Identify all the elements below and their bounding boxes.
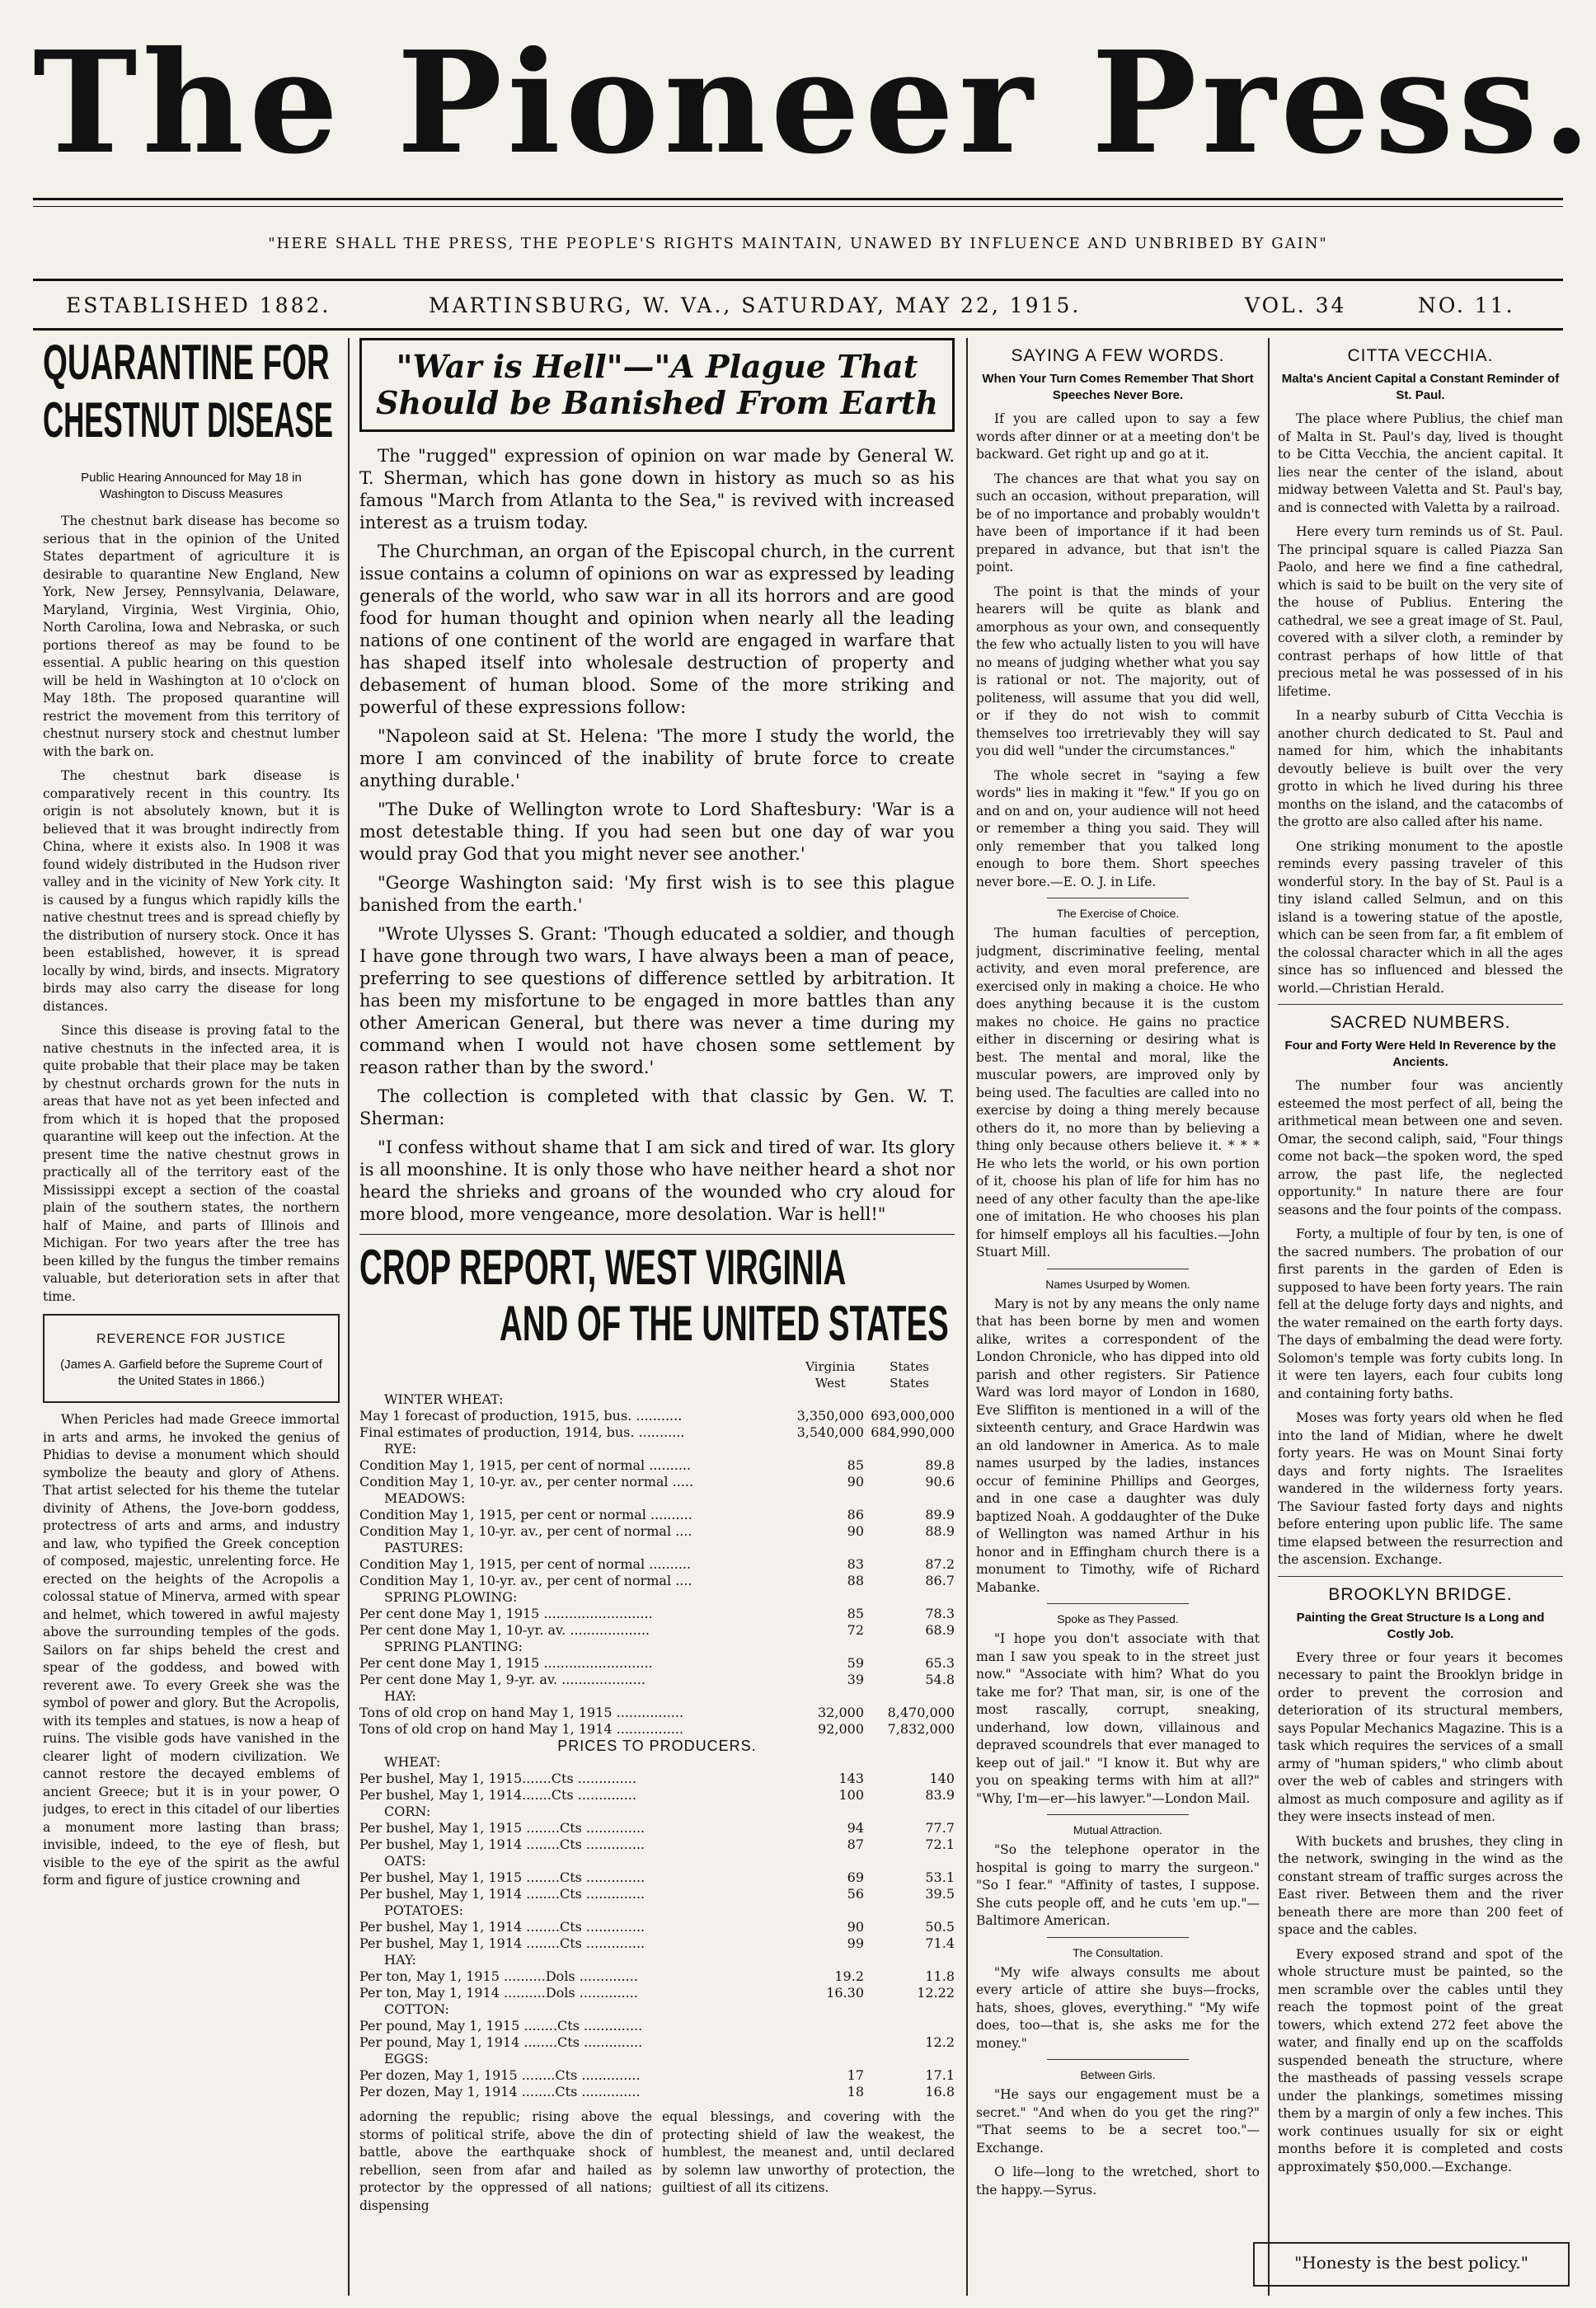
few-words-paragraph-1: If you are called upon to say a few words after dinner or at a meeting don't be backward. Get right up and go at it. bbox=[976, 411, 1260, 462]
war-paragraph-4: "The Duke of Wellington wrote to Lord Shaftesbury: 'War is a most detestable thing. If you had seen but one day of war you would pray God that you might never see another.' bbox=[359, 800, 955, 864]
crop-row-value-a: 39 bbox=[847, 1672, 864, 1687]
attraction-title: Mutual Attraction. bbox=[1073, 1823, 1163, 1837]
crop-row-label: MEADOWS: bbox=[384, 1490, 466, 1506]
volume: VOL. 34 bbox=[1245, 293, 1347, 317]
price-row-value-b: 17.1 bbox=[925, 2067, 955, 2083]
price-row-row bbox=[359, 1754, 955, 1771]
crop-row-row bbox=[359, 1474, 955, 1490]
price-row-value-a: 19.2 bbox=[834, 1968, 864, 1984]
price-row-label: Per bushel, May 1, 1914 ........Cts .............. bbox=[359, 1935, 645, 1951]
crop-row-value-b: 88.9 bbox=[925, 1523, 955, 1539]
crop-row-value-b bbox=[864, 1391, 955, 1408]
crop-row-value-a: 83 bbox=[847, 1556, 864, 1572]
crop-row-row bbox=[359, 1523, 955, 1540]
names-title: Names Usurped by Women. bbox=[1045, 1277, 1190, 1291]
price-row-value-a bbox=[797, 1804, 864, 1820]
dateline-rule-bottom bbox=[33, 328, 1563, 331]
crop-row-label: HAY: bbox=[384, 1688, 416, 1704]
crop-row-value-a: 72 bbox=[847, 1622, 864, 1638]
spoke-title: Spoke as They Passed. bbox=[1057, 1612, 1179, 1625]
price-row-row bbox=[359, 2067, 955, 2084]
crop-row-row bbox=[359, 1672, 955, 1688]
price-row-value-a: 69 bbox=[847, 1869, 864, 1885]
price-row-label: Per pound, May 1, 1915 ........Cts .............. bbox=[359, 2018, 643, 2034]
separator bbox=[1047, 2059, 1189, 2060]
price-row-value-b: 12.2 bbox=[925, 2034, 955, 2050]
crop-row-value-a bbox=[797, 1441, 864, 1457]
crop-row-label: Condition May 1, 10-yr. av., per cent of normal .... bbox=[359, 1523, 692, 1539]
price-row-value-a bbox=[797, 1902, 864, 1919]
between-girls-paragraph: "He says our engagement must be a secret." "And when do you get the ring?" "That seems to be a secret too."—Exchange. bbox=[976, 2087, 1260, 2156]
crop-row-row bbox=[359, 1490, 955, 1507]
masthead-rule-thin bbox=[33, 206, 1563, 207]
war-is-hell-headline bbox=[359, 338, 955, 432]
crop-row-row bbox=[359, 1424, 955, 1441]
price-row-value-b bbox=[864, 1804, 955, 1820]
crop-row-value-b: 89.9 bbox=[925, 1507, 955, 1522]
price-row-value-b bbox=[864, 1754, 955, 1771]
crop-row-value-a: 86 bbox=[847, 1507, 864, 1522]
col-head-a bbox=[797, 1358, 864, 1391]
price-row-value-b: 50.5 bbox=[925, 1919, 955, 1935]
crop-row-value-b bbox=[864, 1688, 955, 1705]
crop-row-label: Tons of old crop on hand May 1, 1915 ................ bbox=[359, 1705, 684, 1720]
column-rule-3 bbox=[1268, 338, 1270, 2296]
justice-continuation-a: adorning the republic; rising above the storms of political strife, above the din of battle, above the earthquake shock of rebellion, seen from afar and hailed as protector by the oppressed of all nations; dispensing bbox=[359, 2109, 652, 2213]
few-words-paragraph-4: The whole secret in "saying a few words" lies in making it "few." If you go on and on and on, your audience will not heed or remember a thing you said. They will only remember that you talked long enough to bore them. Short speeches never bore.—E. O. J. in Life. bbox=[976, 767, 1260, 889]
masthead-rule-top bbox=[33, 198, 1563, 200]
column-2 bbox=[359, 338, 955, 2296]
crop-headline-line-2: AND OF THE UNITED STATES bbox=[500, 1296, 949, 1351]
crop-row-value-a bbox=[797, 1391, 864, 1408]
price-row-value-b bbox=[864, 2001, 955, 2018]
chestnut-headline-line-1: QUARANTINE FOR bbox=[43, 338, 330, 390]
price-row-value-b: 11.8 bbox=[925, 1968, 955, 1984]
price-row-value-b bbox=[864, 2018, 955, 2034]
dateline-rule-top bbox=[33, 279, 1563, 281]
price-row-value-a bbox=[797, 1754, 864, 1771]
price-row-row bbox=[359, 1837, 955, 1853]
crop-row-label: Tons of old crop on hand May 1, 1914 ................ bbox=[359, 1721, 684, 1737]
price-row-row bbox=[359, 2018, 955, 2034]
price-row-value-a: 90 bbox=[847, 1919, 864, 1935]
crop-row-value-b: 89.8 bbox=[925, 1457, 955, 1473]
price-row-label: POTATOES: bbox=[384, 1902, 464, 1918]
crop-row-value-b bbox=[864, 1441, 955, 1457]
col-head-b-2: States bbox=[890, 1376, 929, 1391]
crop-row-row bbox=[359, 1622, 955, 1639]
crop-row-value-a: 32,000 bbox=[818, 1705, 864, 1720]
crop-row-label: Condition May 1, 1915, per cent of normal .......... bbox=[359, 1457, 692, 1473]
crop-row-label: Condition May 1, 10-yr. av., per center normal ..... bbox=[359, 1474, 694, 1489]
price-row-value-a: 99 bbox=[847, 1935, 864, 1951]
few-words-paragraph-2: The chances are that what you say on such an occasion, without preparation, will be of no importance and probably wouldn't have been of importance if it had been prepared in advance, but that isn't the point. bbox=[976, 471, 1260, 575]
crop-row-value-a: 3,540,000 bbox=[796, 1424, 864, 1440]
crop-row-value-b: 90.6 bbox=[925, 1474, 955, 1489]
price-row-value-b: 77.7 bbox=[925, 1820, 955, 1836]
chestnut-headline bbox=[43, 338, 340, 462]
motto: "HERE SHALL THE PRESS, THE PEOPLE'S RIGHTS MAINTAIN, UNAWED BY INFLUENCE AND UNBRIBED BY GAIN" bbox=[268, 235, 1328, 252]
crop-row-label: Per cent done May 1, 1915 .......................... bbox=[359, 1655, 653, 1671]
col-head-b-1: States bbox=[890, 1359, 929, 1374]
price-row-label: Per dozen, May 1, 1914 ........Cts .............. bbox=[359, 2084, 641, 2099]
attraction-paragraph: "So the telephone operator in the hospital is going to marry the surgeon." "So I fear." "Affinity of tastes, I suppose. She cuts people off, and he cuts 'em up."—Baltimore American. bbox=[976, 1842, 1260, 1928]
price-row-value-b: 71.4 bbox=[925, 1935, 955, 1951]
price-row-value-b: 16.8 bbox=[925, 2084, 955, 2099]
price-row-value-a bbox=[797, 2001, 864, 2018]
price-row-row bbox=[359, 2051, 955, 2067]
price-row-row bbox=[359, 1935, 955, 1952]
crop-row-value-b bbox=[864, 1540, 955, 1556]
separator bbox=[1278, 1004, 1563, 1005]
price-row-value-a: 56 bbox=[847, 1886, 864, 1902]
brooklyn-paragraph-2: With buckets and brushes, they cling in the network, swinging in the wind as the constant stream of traffic surges across the East river. Between them and the river beneath there are more than 200 feet of space and the cables. bbox=[1278, 1833, 1563, 1937]
crop-row-row bbox=[359, 1721, 955, 1738]
price-row-value-a: 16.30 bbox=[826, 1985, 864, 2001]
war-paragraph-8: "I confess without shame that I am sick and tired of war. Its glory is all moonshine. It is only those who have neither heard a shot nor heard the shrieks and groans of the wounded who cry aloud for more blood, more vengeance, more desolation. War is hell!" bbox=[359, 1138, 955, 1224]
price-row-value-a: 143 bbox=[838, 1771, 864, 1786]
brooklyn-title: BROOKLYN BRIDGE. bbox=[1328, 1584, 1513, 1604]
crop-row-label: May 1 forecast of production, 1915, bus. ........... bbox=[359, 1408, 683, 1424]
justice-box-title: REVERENCE FOR JUSTICE bbox=[96, 1332, 286, 1346]
price-row-row bbox=[359, 1804, 955, 1820]
price-row-row bbox=[359, 2001, 955, 2018]
price-row-value-a bbox=[797, 1952, 864, 1968]
continuation-row bbox=[359, 2109, 955, 2221]
crop-row-label: Final estimates of production, 1914, bus. ........... bbox=[359, 1424, 685, 1440]
price-row-label: Per pound, May 1, 1914 ........Cts .............. bbox=[359, 2034, 643, 2050]
price-row-label: COTTON: bbox=[384, 2001, 449, 2017]
price-row-label: CORN: bbox=[384, 1804, 431, 1819]
crop-row-row bbox=[359, 1688, 955, 1705]
crop-row-value-b: 693,000,000 bbox=[871, 1408, 955, 1424]
price-row-value-b: 140 bbox=[929, 1771, 955, 1786]
crop-row-value-b: 54.8 bbox=[925, 1672, 955, 1687]
names-paragraph: Mary is not by any means the only name that has been borne by men and women alike, writes a correspondent of the London Chronicle, who has dipped into old parish and other registers. Sir Patience Ward was lord mayor of London in 1680, Eve Sliffiton is mentioned in a will of the sixteenth century, and Grace Hardwin was an old landowner in America. As to male names usurped by the ladies, instances occur of feminine Phillips and Georges, and in one case a daughter was duly baptized Noah. A goddaughter of the Duke of Wellington was named Arthur in his honor and in Effingham church there is a monument to Timothy, wife of Richard Mabanke. bbox=[976, 1296, 1260, 1595]
spoke-paragraph: "I hope you don't associate with that man I saw you speak to in the street just now." "Associate with him? What do you take me for? That man, sir, is one of the most rascally, corrupt, sneaking, underhand, low down, villainous and depraved scoundrels that ever managed to keep out of jail." "I know it. But why are you on speaking terms with him at all?" "Why, I'm—er—his lawyer."—London Mail. bbox=[976, 1631, 1260, 1806]
separator bbox=[1047, 1937, 1189, 1938]
price-row-row bbox=[359, 1771, 955, 1787]
established: ESTABLISHED 1882. bbox=[66, 293, 331, 317]
crop-row-value-b bbox=[864, 1490, 955, 1507]
price-row-value-a: 18 bbox=[847, 2084, 864, 2099]
price-row-value-b bbox=[864, 2051, 955, 2067]
price-row-label: Per ton, May 1, 1915 ..........Dols .............. bbox=[359, 1968, 638, 1984]
separator bbox=[1278, 1576, 1563, 1577]
chestnut-paragraph-2: The chestnut bark disease is comparatively recent in this country. Its origin is not absolutely known, but it is believed that it was brought indirectly from China, where it exists also. In 1908 it was found widely distributed in the Hudson river valley and in the vicinity of New York city. It is caused by a fungus which rapidly kills the native chestnut trees and is spread chiefly by the distribution of nursery stock. Once it has been established, however, it is spread locally by wind, birds, and insects. Migratory birds may also carry the disease for long distances. bbox=[43, 768, 340, 1014]
price-row-row bbox=[359, 1952, 955, 1968]
price-row-value-b: 83.9 bbox=[925, 1787, 955, 1803]
citta-paragraph-2: Here every turn reminds us of St. Paul. The principal square is called Piazza San Paolo, and here we find a fine cathedral, which is said to be built on the very site of the house of Publius. Entering the cathedral, we see a great image of St. Paul, covered with a silver cloth, a reminder by contrast perhaps of how little of that precious metal he was possessed of in his lifetime. bbox=[1278, 524, 1563, 699]
crop-row-value-a bbox=[797, 1639, 864, 1655]
crop-row-row bbox=[359, 1391, 955, 1408]
war-paragraph-2: The Churchman, an organ of the Episcopal church, in the current issue contains a column of opinions on war as expressed by leading generals of the world, who saw war in all its horrors and are good food for human thought and opinion when nearly all the leading nations of one continent of the world are engaged in warfare that has shaped itself into wholesale destruction of property and debasement of human blood. Some of the more striking and powerful of these expressions follow: bbox=[359, 542, 955, 717]
crop-row-value-a bbox=[797, 1589, 864, 1606]
crop-row-row bbox=[359, 1639, 955, 1655]
crop-row-row bbox=[359, 1573, 955, 1589]
crop-row-value-b: 65.3 bbox=[925, 1655, 955, 1671]
brooklyn-subhead: Painting the Great Structure Is a Long and Costly Job. bbox=[1296, 1610, 1545, 1641]
crop-row-row bbox=[359, 1655, 955, 1672]
honesty-box: "Honesty is the best policy." bbox=[1253, 2242, 1570, 2287]
price-row-row bbox=[359, 1919, 955, 1935]
exercise-paragraph: The human faculties of perception, judgment, discriminative feeling, mental activity, and even moral preference, are exercised only in making a choice. He who does anything because it is the custom makes no choice. He gains no practice either in discerning or desiring what is best. The mental and moral, like the muscular powers, are improved only by being used. The faculties are called into no exercise by doing a thing merely because others do it, no more than by believing a thing only because others believe it. * * * He who lets the world, or his own portion of it, choose his plan of life for him has no need of any other faculty than the ape-like one of imitation. He who chooses his plan for himself employs all his faculties.—John Stuart Mill. bbox=[976, 926, 1260, 1260]
crop-row-value-a: 90 bbox=[847, 1523, 864, 1539]
price-row-value-a: 100 bbox=[838, 1787, 864, 1803]
justice-box bbox=[43, 1314, 340, 1403]
crop-row-label: Condition May 1, 10-yr. av., per cent of normal .... bbox=[359, 1573, 692, 1588]
crop-table-body bbox=[359, 1391, 955, 1738]
dateline bbox=[33, 290, 1563, 323]
price-row-label: WHEAT: bbox=[384, 1754, 441, 1770]
crop-row-row bbox=[359, 1408, 955, 1424]
separator bbox=[1047, 1814, 1189, 1815]
price-row-value-b: 53.1 bbox=[925, 1869, 955, 1885]
crop-row-value-b: 68.9 bbox=[925, 1622, 955, 1638]
crop-row-value-a: 88 bbox=[847, 1573, 864, 1588]
crop-headline bbox=[359, 1243, 955, 1358]
prices-title: PRICES TO PRODUCERS. bbox=[557, 1738, 757, 1754]
crop-row-value-b bbox=[864, 1589, 955, 1606]
prices-table-body bbox=[359, 1754, 955, 2100]
price-row-row bbox=[359, 1902, 955, 1919]
price-row-value-a bbox=[797, 2051, 864, 2067]
place-date: MARTINSBURG, W. VA., SATURDAY, MAY 22, 1915. bbox=[429, 293, 1082, 317]
war-paragraph-1: The "rugged" expression of opinion on war made by General W. T. Sherman, which has gone down in history as much so as his famous "March from Atlanta to the Sea," is revived with increased interest as a truism today. bbox=[359, 446, 955, 532]
price-row-label: Per bushel, May 1, 1914.......Cts .............. bbox=[359, 1787, 636, 1803]
column-rule-1 bbox=[348, 338, 350, 2296]
justice-paragraph: When Pericles had made Greece immortal in arts and arms, he invoked the genius of Phidias to devise a monument which should symbolize the beauty and glory of Athens. That artist selected for his theme the tutelar divinity of Athens, the Jove-born goddess, protectress of arts and arms, and industry and law, who typified the Greek conception of composed, majestic, unrelenting force. He erected on the heights of the Acropolis a colossal statue of Minerva, armed with spear and helmet, which towered in awful majesty above the surrounding temples of the gods. Sailors on far ships beheld the crest and spear of the goddess, and bowed with reverent awe. To every Greek she was the symbol of power and glory. But the Acropolis, with its temples and statues, is now a heap of ruins. The visible gods have vanished in the clearer light of modern civilization. We cannot restore the decayed emblems of ancient Greece; but it is in your power, O judges, to erect in this citadel of our liberties a monument more lasting than brass; invisible, indeed, to the eye of flesh, but visible to the eye of the spirit as the awful form and figure of justice crowning and bbox=[43, 1412, 340, 1888]
crop-row-value-b: 78.3 bbox=[925, 1606, 955, 1621]
price-row-value-a: 94 bbox=[847, 1820, 864, 1836]
consultation-paragraph: "My wife always consults me about every article of attire she buys—frocks, hats, shoes, gloves, everything." "My wife does, too—that is, she asks me for the money." bbox=[976, 1964, 1260, 2051]
price-row-value-b: 39.5 bbox=[925, 1886, 955, 1902]
crop-row-value-b: 7,832,000 bbox=[887, 1721, 955, 1737]
column-3 bbox=[976, 338, 1260, 2296]
crop-row-value-a: 92,000 bbox=[818, 1721, 864, 1737]
justice-box-credit: (James A. Garfield before the Supreme Court of the United States in 1866.) bbox=[60, 1358, 322, 1388]
war-paragraph-3: "Napoleon said at St. Helena: 'The more I study the world, the more I am convinced of the inability of brute force to create anything durable.' bbox=[359, 726, 955, 790]
price-row-value-b: 72.1 bbox=[925, 1837, 955, 1852]
crop-row-label: RYE: bbox=[384, 1441, 417, 1457]
price-row-value-a: 87 bbox=[847, 1837, 864, 1852]
crop-row-label: Per cent done May 1, 10-yr. av. ................... bbox=[359, 1622, 650, 1638]
price-row-row bbox=[359, 1869, 955, 1886]
col-head-a-2: West bbox=[814, 1376, 846, 1391]
brooklyn-paragraph-1: Every three or four years it becomes necessary to paint the Brooklyn bridge in order to prevent the corrosion and deterioration of its structural members, says Popular Mechanics Magazine. This is a task which requires the services of a small army of "human spiders," who climb about over the web of cables and stringers with almost as much composure and agility as if they were insects instead of men. bbox=[1278, 1649, 1563, 1824]
syrus-quote: O life—long to the wretched, short to the happy.—Syrus. bbox=[976, 2165, 1260, 2198]
price-row-label: HAY: bbox=[384, 1952, 416, 1968]
crop-rule bbox=[359, 1234, 955, 1235]
price-row-label: Per bushel, May 1, 1915 ........Cts .............. bbox=[359, 1869, 645, 1885]
citta-subhead: Malta's Ancient Capital a Constant Reminder of St. Paul. bbox=[1281, 372, 1560, 402]
crop-headline-line-1: CROP REPORT, WEST VIRGINIA bbox=[359, 1243, 847, 1295]
col-head-a-1: Virginia bbox=[805, 1359, 856, 1374]
consultation-title: The Consultation. bbox=[1073, 1945, 1163, 1959]
war-headline-line-2: Should be Banished From Earth bbox=[376, 384, 938, 421]
crop-table bbox=[359, 1358, 955, 2100]
crop-row-label: Per cent done May 1, 9-yr. av. .................... bbox=[359, 1672, 645, 1687]
crop-row-label: Condition May 1, 1915, per cent or normal .......... bbox=[359, 1507, 692, 1522]
crop-row-label: Per cent done May 1, 1915 .......................... bbox=[359, 1606, 653, 1621]
sacred-paragraph-3: Moses was forty years old when he fled into the land of Midian, where he dwelt forty years. He was on Mount Sinai forty days and forty nights. The Israelites wandered in the wilderness forty years. The Saviour fasted forty days and nights before entering upon public life. The same time elapsed between the resurrection and the ascension. Exchange. bbox=[1278, 1410, 1563, 1567]
crop-row-value-a: 3,350,000 bbox=[796, 1408, 864, 1424]
crop-row-label: Condition May 1, 1915, per cent of normal .......... bbox=[359, 1556, 692, 1572]
crop-row-value-a bbox=[797, 1540, 864, 1556]
price-row-value-b: 12.22 bbox=[917, 1985, 955, 2001]
crop-row-value-b: 684,990,000 bbox=[871, 1424, 955, 1440]
crop-row-row bbox=[359, 1540, 955, 1556]
crop-row-row bbox=[359, 1705, 955, 1721]
chestnut-subhead: Public Hearing Announced for May 18 in Washington to Discuss Measures bbox=[81, 471, 302, 501]
price-row-row bbox=[359, 1853, 955, 1869]
chestnut-paragraph-3: Since this disease is proving fatal to the native chestnuts in the infected area, it is quite probable that their place may be taken by chestnut orchards grown for the nuts in areas that have not as yet been infected and from which it is hoped that the proposed quarantine will keep out the infection. At the present time the native chestnut grows in practically all of the territory east of the Mississippi except a section of the coastal plain of the southern states, the northern half of Maine, and parts of Illinois and Michigan. For two years after the tree has been killed by the fungus the timber remains valuable, but deterioration sets in after that time. bbox=[43, 1023, 340, 1304]
price-row-label: Per bushel, May 1, 1915.......Cts .............. bbox=[359, 1771, 636, 1786]
price-row-value-b bbox=[864, 1902, 955, 1919]
citta-title: CITTA VECCHIA. bbox=[1347, 346, 1494, 365]
price-row-label: Per dozen, May 1, 1915 ........Cts .............. bbox=[359, 2067, 641, 2083]
crop-row-value-b: 87.2 bbox=[925, 1556, 955, 1572]
separator bbox=[1047, 1603, 1189, 1604]
price-row-label: Per bushel, May 1, 1914 ........Cts .............. bbox=[359, 1886, 645, 1902]
price-row-value-b bbox=[864, 1952, 955, 1968]
crop-row-row bbox=[359, 1589, 955, 1606]
few-words-subhead: When Your Turn Comes Remember That Short Speeches Never Bore. bbox=[982, 372, 1254, 402]
price-row-row bbox=[359, 1820, 955, 1837]
war-headline-line-1: "War is Hell"—"A Plague That bbox=[396, 348, 918, 385]
crop-row-label: WINTER WHEAT: bbox=[384, 1391, 504, 1407]
column-4 bbox=[1278, 338, 1563, 2234]
price-row-row bbox=[359, 1985, 955, 2001]
price-row-label: EGGS: bbox=[384, 2051, 429, 2066]
chestnut-headline-line-2: CHESTNUT DISEASE bbox=[43, 392, 333, 448]
price-row-value-a bbox=[797, 2018, 864, 2034]
crop-row-row bbox=[359, 1507, 955, 1523]
justice-continuation-b: equal blessings, and covering with the protecting shield of law the weakest, the humblest, the meanest and, until declared by solemn law unworthy of protection, the guiltiest of all its citizens. bbox=[662, 2109, 955, 2195]
sacred-paragraph-2: Forty, a multiple of four by ten, is one of the sacred numbers. The probation of our first parents in the garden of Eden is supposed to have been forty years. The rain fell at the deluge forty days and nights, and the water remained on the earth forty days. The days of embalming the dead were forty. Solomon's temple was forty cubits long. In it were ten layers, each four cubits long and containing forty baths. bbox=[1278, 1227, 1563, 1401]
brooklyn-paragraph-3: Every exposed strand and spot of the whole structure must be painted, so the men scramble over the cables until they reach the topmost point of the great towers, which extend 272 feet above the water, and finally end up on the scaffolds suspended beneath the structure, where the mastheads of passing vessels scrape under the plankings, sometimes missing them by a margin of only a few inches. This work continues usually for six or eight months before it is completed and costs approximately $50,000.—Exchange. bbox=[1278, 1946, 1563, 2174]
crop-row-label: SPRING PLOWING: bbox=[384, 1589, 518, 1605]
price-row-row bbox=[359, 1886, 955, 1902]
crop-row-value-a bbox=[797, 1688, 864, 1705]
price-row-label: Per bushel, May 1, 1914 ........Cts .............. bbox=[359, 1837, 645, 1852]
masthead bbox=[33, 21, 1596, 190]
few-words-paragraph-3: The point is that the minds of your hearers will be quite as blank and amorphous as your own, and consequently the few who actually listen to you will have no means of judging whether what you say is rational or not. The majority, out of politeness, will assume that you did well, or if they do not wish to commit themselves too irretrievably they will say you did well "under the circumstances." bbox=[976, 584, 1260, 758]
crop-row-row bbox=[359, 1606, 955, 1622]
exercise-title: The Exercise of Choice. bbox=[1056, 907, 1180, 920]
crop-row-value-a: 85 bbox=[847, 1457, 864, 1473]
price-row-label: Per ton, May 1, 1914 ..........Dols .............. bbox=[359, 1985, 638, 2001]
crop-row-row bbox=[359, 1556, 955, 1573]
between-girls-title: Between Girls. bbox=[1080, 2068, 1156, 2081]
sacred-title: SACRED NUMBERS. bbox=[1330, 1013, 1511, 1032]
crop-row-label: PASTURES: bbox=[384, 1540, 464, 1555]
price-row-value-a bbox=[797, 1853, 864, 1869]
sacred-subhead: Four and Forty Were Held In Reverence by the Ancients. bbox=[1284, 1039, 1556, 1069]
war-paragraph-5: "George Washington said: 'My first wish is to see this plague banished from the earth.' bbox=[359, 873, 955, 915]
column-rule-2 bbox=[966, 338, 968, 2296]
crop-row-label: SPRING PLANTING: bbox=[384, 1639, 523, 1654]
war-paragraph-6: "Wrote Ulysses S. Grant: 'Though educated a soldier, and though I have gone through two wars, I have always been a man of peace, preferring to see questions of difference settled by arbitration. It has been my misfortune to be engaged in more battles than any other American General, but there was never a time during my command when I would not have chosen some settlement by reason rather than by the sword.' bbox=[359, 924, 955, 1077]
price-row-value-a bbox=[797, 2034, 864, 2051]
citta-paragraph-4: One striking monument to the apostle reminds every passing traveler of this wonderful story. In the bay of St. Paul is a tiny island called Selmun, and on this island is a towering statue of the apostle, which can be seen from far, a fit emblem of the colossal character which in all the ages since has so influenced and blessed the world.—Christian Herald. bbox=[1278, 838, 1563, 996]
price-row-label: OATS: bbox=[384, 1853, 426, 1869]
col-head-b bbox=[864, 1358, 955, 1391]
masthead-title: The Pioneer Press. bbox=[33, 21, 1596, 185]
price-row-label: Per bushel, May 1, 1914 ........Cts .............. bbox=[359, 1919, 645, 1935]
issue-number: NO. 11. bbox=[1418, 293, 1515, 317]
crop-row-value-a: 85 bbox=[847, 1606, 864, 1621]
few-words-title: SAYING A FEW WORDS. bbox=[1011, 346, 1225, 365]
price-row-value-b bbox=[864, 1853, 955, 1869]
chestnut-paragraph-1: The chestnut bark disease has become so serious that in the opinion of the United States department of agriculture it is desirable to quarantine New England, New York, New Jersey, Pennsylvania, Delaware, Maryland, Virginia, West Virginia, Ohio, North Carolina, Iowa and Nebraska, or such portions thereof as may be found to be essential. A public hearing on this question will be held in Washington at 10 o'clock on May 18th. The proposed quarantine will restrict the movement from this territory of chestnut nursery stock and chestnut lumber with the bark on. bbox=[43, 514, 340, 759]
price-row-row bbox=[359, 2034, 955, 2051]
price-row-row bbox=[359, 1968, 955, 1985]
crop-row-row bbox=[359, 1441, 955, 1457]
crop-row-value-b: 8,470,000 bbox=[887, 1705, 955, 1720]
crop-row-row bbox=[359, 1457, 955, 1474]
citta-paragraph-1: The place where Publius, the chief man of Malta in St. Paul's day, lived is thought to be Citta Vecchia, the ancient capital. It lies near the center of the island, about midway between Valetta and St. Paul's bay, and is connected with Valetta by a railroad. bbox=[1278, 411, 1563, 515]
citta-paragraph-3: In a nearby suburb of Citta Vecchia is another church dedicated to St. Paul and named for him, which the inhabitants devoutly believe is built over the very grotto in which he lived during his three months on the island, and the catacombs of the grotto are also called after his name. bbox=[1278, 708, 1563, 829]
price-row-label: Per bushel, May 1, 1915 ........Cts .............. bbox=[359, 1820, 645, 1836]
crop-row-value-b: 86.7 bbox=[925, 1573, 955, 1588]
column-1 bbox=[43, 338, 340, 2296]
crop-row-value-a: 59 bbox=[847, 1655, 864, 1671]
crop-row-value-b bbox=[864, 1639, 955, 1655]
price-row-value-a: 17 bbox=[847, 2067, 864, 2083]
sacred-paragraph-1: The number four was anciently esteemed the most perfect of all, being the arithmetical mean between one and seven. Omar, the second caliph, said, "Four things come not back—the spoken word, the sped arrow, the past life, the neglected opportunity." In nature there are four seasons and the four points of the compass. bbox=[1278, 1078, 1563, 1217]
crop-row-value-a bbox=[797, 1490, 864, 1507]
war-paragraph-7: The collection is completed with that classic by Gen. W. T. Sherman: bbox=[359, 1086, 955, 1128]
price-row-row bbox=[359, 1787, 955, 1804]
price-row-row bbox=[359, 2084, 955, 2100]
crop-row-value-a: 90 bbox=[847, 1474, 864, 1489]
